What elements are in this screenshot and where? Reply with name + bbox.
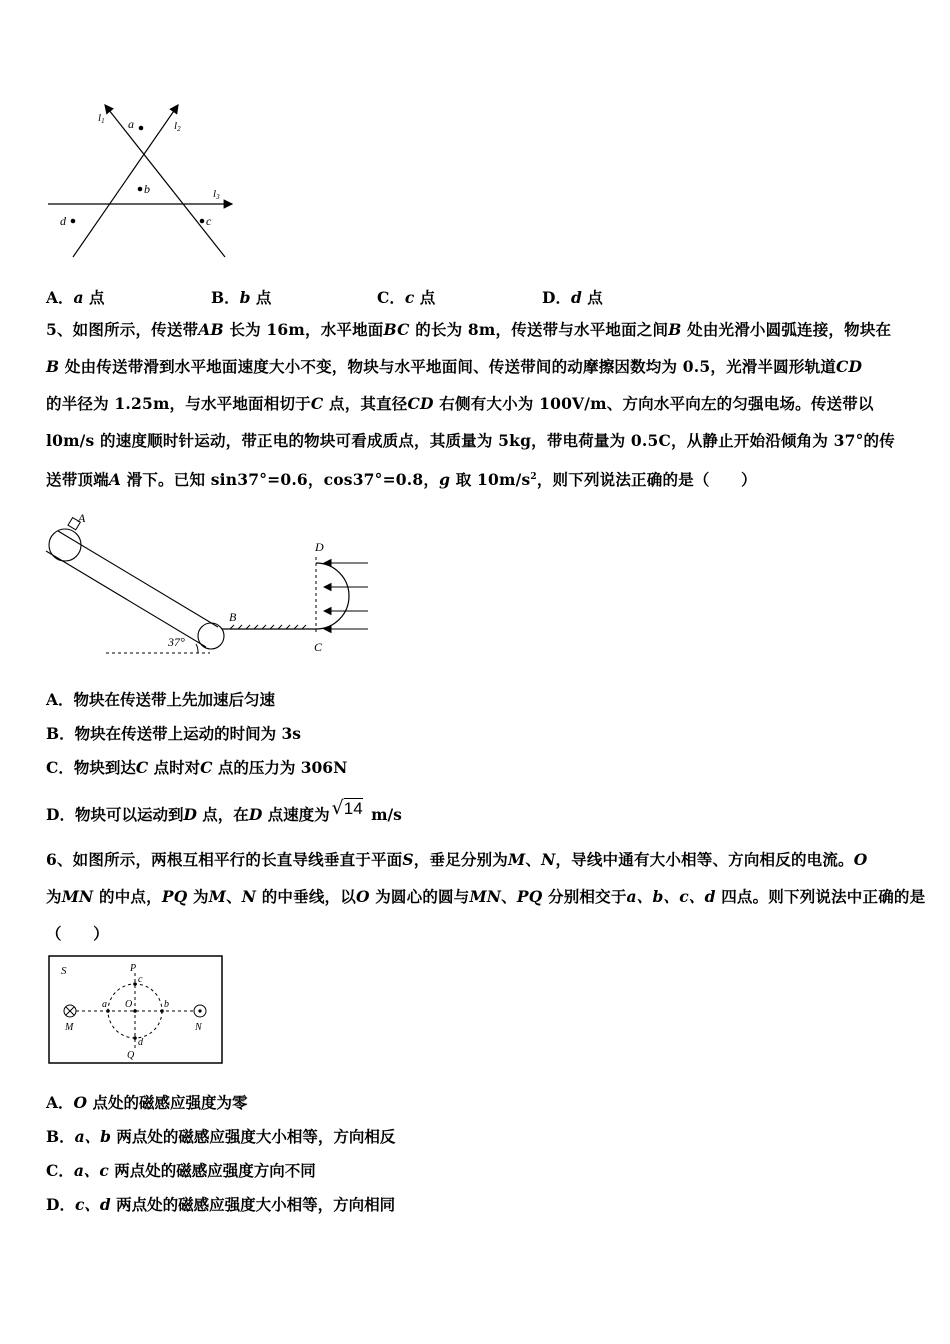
label-O: O: [125, 999, 133, 1010]
wire-N-out-of-page: [194, 1005, 206, 1017]
q6-line-2: 为MN 的中点，PQ 为M、N 的中垂线，以O 为圆心的圆与MN、PQ 分别相交于a、b、c、d 四点。则下列说法中正确的是: [46, 887, 926, 906]
q6-option-c[interactable]: C．a、c 两点处的磁感应强度方向不同: [46, 1161, 316, 1180]
q5-option-d[interactable]: D．物块可以运动到D 点，在D 点速度为 √14 m/s: [46, 797, 402, 824]
point-c: [133, 982, 137, 986]
q5-line-2: B 处由传送带滑到水平地面速度大小不变，物块与水平地面间、传送带间的动摩擦因数均为 0.5，光滑半圆形轨道CD: [46, 357, 863, 376]
label-b: b: [164, 999, 169, 1010]
label-c: c: [206, 214, 212, 228]
q6-line-3: （ ）: [46, 924, 109, 943]
point-c: [200, 219, 205, 224]
q5-line-5: 送带顶端A 滑下。已知 sin37°=0.6，cos37°=0.8，g 取 $10m/s^2$，则下列说法正确的是（ ）: [46, 470, 757, 490]
field-arrows: [324, 563, 368, 629]
label-C: C: [314, 640, 323, 654]
label-S: S: [61, 965, 67, 977]
line-l2: [73, 105, 178, 257]
q5-figure: [40, 505, 380, 665]
point-d: [71, 219, 76, 224]
label-d: d: [138, 1037, 143, 1048]
q5-option-b[interactable]: B．物块在传送带上运动的时间为 3s: [46, 724, 302, 743]
label-l1: l1: [98, 112, 105, 125]
label-M: M: [65, 1022, 74, 1033]
label-c: c: [138, 974, 143, 985]
q5-option-c[interactable]: C．物块到达C 点时对C 点的压力为 306N: [46, 758, 348, 777]
label-D: D: [315, 540, 324, 554]
q6-line-1: 6、如图所示，两根互相平行的长直导线垂直于平面S，垂足分别为M、N，导线中通有大小相等、方向相反的电流。O: [46, 850, 868, 869]
q6-option-d[interactable]: D．c、d 两点处的磁感应强度大小相等，方向相同: [46, 1195, 396, 1214]
label-A: A: [78, 511, 86, 525]
q4-option-a[interactable]: A．a 点: [46, 288, 105, 307]
q6-figure: [48, 955, 224, 1065]
q6-option-a[interactable]: A．O 点处的磁感应强度为零: [46, 1093, 248, 1112]
point-d: [133, 1036, 137, 1040]
label-a: a: [102, 999, 107, 1010]
label-B: B: [229, 610, 237, 624]
q4-figure: [40, 95, 250, 265]
point-O: [133, 1009, 137, 1013]
q4-option-d[interactable]: D．d 点: [542, 288, 603, 307]
q6-stem: [46, 841, 926, 952]
label-l2: l2: [174, 120, 181, 133]
label-N: N: [195, 1022, 202, 1033]
q5-line-1: 5、如图所示，传送带AB 长为 16m，水平地面BC 的长为 8m，传送带与水平地面之间B 处由光滑小圆弧连接，物块在: [46, 320, 892, 339]
label-b: b: [144, 182, 150, 196]
q4-option-c[interactable]: C．c 点: [377, 288, 436, 307]
line-l1: [105, 105, 225, 257]
point-b: [138, 187, 143, 192]
sqrt-14: √14: [331, 797, 363, 819]
q5-line-4: l0m/s 的速度顺时针运动，带正电的物块可看成质点，其质量为 5kg，带电荷量为 0.5C，从静止开始沿倾角为 37°的传: [46, 431, 895, 450]
q5-stem: [46, 311, 916, 498]
angle-label: 37°: [168, 635, 185, 649]
label-a: a: [128, 117, 134, 131]
label-Q: Q: [127, 1050, 135, 1061]
angle-arc: [196, 644, 198, 653]
label-d: d: [60, 214, 66, 228]
q5-option-a[interactable]: A．物块在传送带上先加速后匀速: [46, 690, 276, 709]
q5-line-3: 的半径为 1.25m，与水平地面相切于C 点，其直径CD 右侧有大小为 100V/m、方向水平向左的匀强电场。传送带以: [46, 394, 874, 413]
q4-option-b[interactable]: B．b 点: [211, 288, 272, 307]
label-P: P: [130, 963, 137, 974]
conveyor-belt: [46, 529, 224, 649]
q6-option-b[interactable]: B．a、b 两点处的磁感应强度大小相等，方向相反: [46, 1127, 396, 1146]
label-l3: l3: [213, 188, 220, 201]
semicircle-track: [316, 563, 349, 629]
point-a: [139, 126, 144, 131]
wire-M-into-page: [64, 1005, 76, 1017]
